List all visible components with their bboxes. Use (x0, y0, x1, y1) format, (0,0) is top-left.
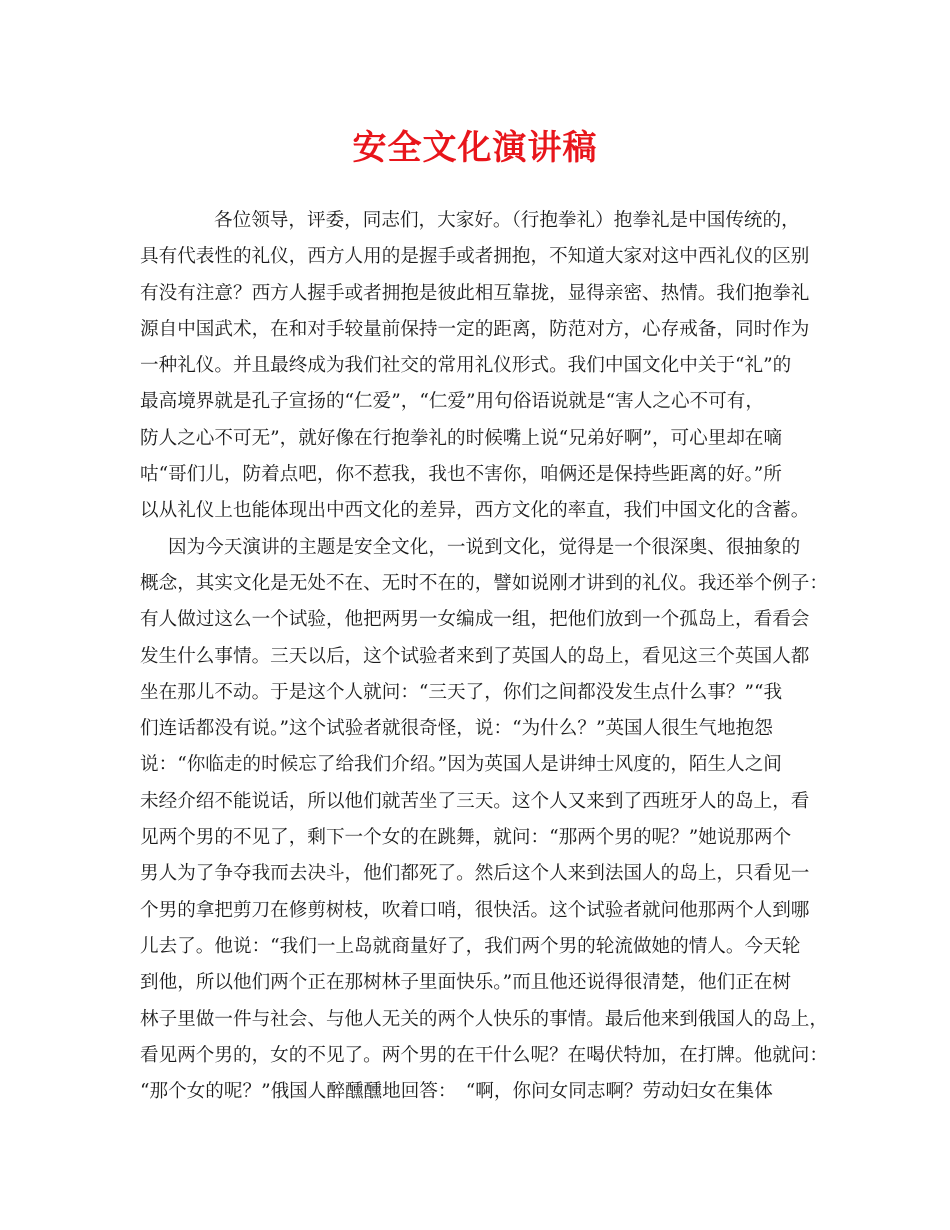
text-line: 概念，其实文化是无处不在、无时不在的，譬如说刚才讲到的礼仪。我还举个例子： (140, 572, 828, 594)
text-line: 最高境界就是孔子宣扬的“仁爱”，“仁爱”用句俗语说就是“害人之心不可有， (140, 391, 764, 413)
text-line: 源自中国武术，在和对手较量前保持一定的距离，防范对方，心存戒备，同时作为 (140, 318, 810, 340)
text-line: 到他，所以他们两个正在那树林子里面快乐。”而且他还说得很清楚，他们正在树 (140, 972, 791, 994)
text-line: 因为今天演讲的主题是安全文化，一说到文化，觉得是一个很深奥、很抽象的 (168, 536, 801, 558)
text-line: 儿去了。他说：“我们一上岛就商量好了，我们两个男的轮流做她的情人。今天轮 (140, 935, 801, 957)
document-title: 安全文化演讲稿 (352, 128, 598, 168)
text-line: 一种礼仪。并且最终成为我们社交的常用礼仪形式。我们中国文化中关于“礼”的 (140, 355, 792, 377)
text-line: 说：“你临走的时候忘了给我们介绍。”因为英国人是讲绅士风度的，陌生人之间 (140, 754, 782, 776)
text-line: 发生什么事情。三天以后，这个试验者来到了英国人的岛上，看见这三个英国人都 (140, 645, 810, 667)
text-line: 坐在那儿不动。于是这个人就问：“三天了，你们之间都没发生点什么事？”“我 (140, 681, 783, 703)
text-line: 个男的拿把剪刀在修剪树枝，吹着口哨，很快活。这个试验者就问他那两个人到哪 (140, 899, 810, 921)
text-line: 男人为了争夺我而去决斗，他们都死了。然后这个人来到法国人的岛上，只看见一 (140, 863, 810, 885)
text-line: 具有代表性的礼仪，西方人用的是握手或者拥抱，不知道大家对这中西礼仪的区别 (140, 246, 810, 268)
text-line: 林子里做一件与社会、与他人无关的两个人快乐的事情。最后他来到俄国人的岛上， (140, 1008, 828, 1030)
text-line: 咕“哥们儿，防着点吧，你不惹我，我也不害你，咱俩还是保持些距离的好。”所 (140, 464, 782, 486)
text-line: 见两个男的不见了，剩下一个女的在跳舞，就问：“那两个男的呢？”她说那两个 (140, 827, 792, 849)
text-line: 看见两个男的，女的不见了。两个男的在干什么呢？在喝伏特加，在打牌。他就问： (140, 1044, 828, 1066)
text-line: 防人之心不可无”，就好像在行抱拳礼的时候嘴上说“兄弟好啊”，可心里却在嘀 (140, 427, 783, 449)
text-line: “那个女的呢？”俄国人醉醺醺地回答： “啊，你问女同志啊？劳动妇女在集体 (140, 1081, 773, 1103)
document-body (140, 203, 828, 1110)
text-line: 有没有注意？西方人握手或者拥抱是彼此相互靠拢，显得亲密、热情。我们抱拳礼 (140, 282, 810, 304)
text-line: 们连话都没有说。”这个试验者就很奇怪，说：“为什么？”英国人很生气地抱怨 (140, 718, 773, 740)
text-line: 以从礼仪上也能体现出中西文化的差异，西方文化的率直，我们中国文化的含蓄。 (140, 500, 810, 522)
text-line: 未经介绍不能说话，所以他们就苦坐了三天。这个人又来到了西班牙人的岛上，看 (140, 790, 810, 812)
text-line: 有人做过这么一个试验，他把两男一女编成一组，把他们放到一个孤岛上，看看会 (140, 609, 810, 631)
text-line: 各位领导，评委，同志们，大家好。（行抱拳礼）抱拳礼是中国传统的， (214, 210, 800, 231)
